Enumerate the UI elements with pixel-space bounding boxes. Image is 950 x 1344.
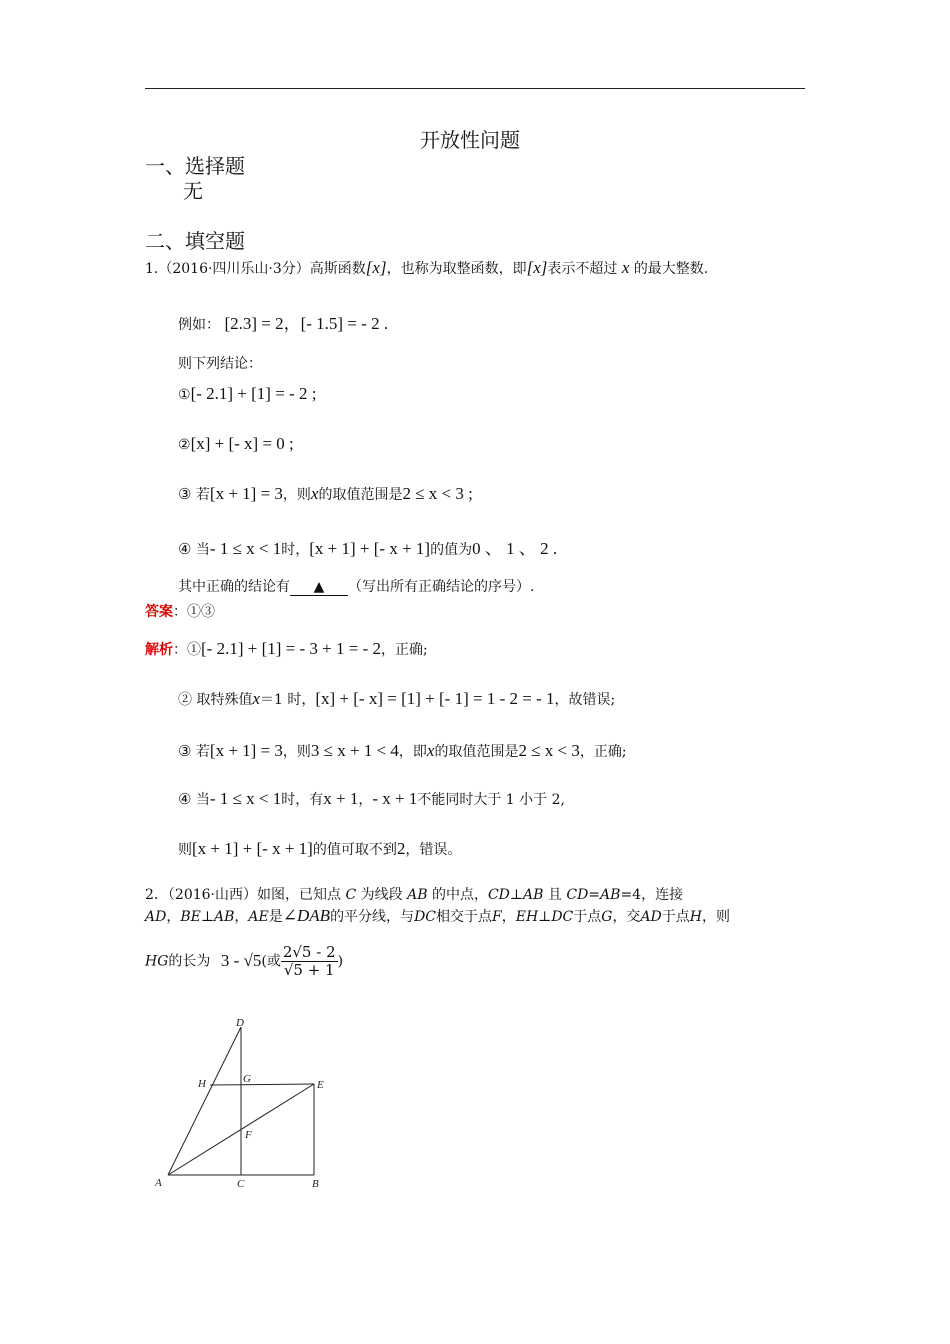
q1-example xyxy=(178,309,388,334)
q1-intro-sym1: [x] xyxy=(365,258,387,277)
a3-text-d: 的取值范围是 xyxy=(434,744,519,760)
q2-line2-l: 于点 xyxy=(661,909,690,925)
section-1-heading: 一、选择题 xyxy=(145,154,245,178)
geometry-figure xyxy=(150,1010,340,1195)
q2-line2-i: ， xyxy=(501,909,516,925)
a5-text-b: 的值可取不到 xyxy=(312,842,397,858)
a4-sep: ， xyxy=(358,792,373,808)
q1-c3-x: x xyxy=(310,484,319,503)
q1-c3-mark: ③ xyxy=(178,485,192,503)
q1-analysis-3 xyxy=(178,741,627,761)
q1-intro-x: x xyxy=(621,258,630,277)
q1-example-label: 例如： xyxy=(178,317,220,333)
q2-cond2: CD=AB xyxy=(566,887,621,903)
a3-math-a: [x + 1] = 3 xyxy=(209,741,283,760)
q2-f: F xyxy=(492,909,502,925)
q1-c3-math-a: [x + 1] = 3 xyxy=(209,484,283,503)
q1-c4-math-c: 0 、 1 、 2 . xyxy=(472,539,558,558)
q2-line3-b: 的长为 xyxy=(168,953,211,970)
q1-intro-b: ，也称为取整函数，即 xyxy=(386,261,527,277)
answer-label: 答案 xyxy=(145,604,173,620)
q1-c4-text-b: 时， xyxy=(281,542,310,558)
q2-point-c: C xyxy=(345,887,357,903)
q2-ad2: AD xyxy=(640,909,662,925)
a3-mark: ③ xyxy=(178,742,192,760)
label-b: B xyxy=(312,1178,319,1190)
q2-line2-f: 是 xyxy=(268,909,283,925)
a2-text-b: ＝1 时， xyxy=(260,692,316,708)
a3-text-b: ，则 xyxy=(282,744,311,760)
q2-line-1 xyxy=(145,884,683,904)
answer-text: ：①③ xyxy=(173,604,215,620)
q1-intro-sym2: [x] xyxy=(526,258,548,277)
q1-c1-math: [- 2.1] + [1] = - 2 ; xyxy=(190,384,317,403)
header-rule xyxy=(145,88,805,89)
q1-prompt xyxy=(178,576,534,596)
q1-c3 xyxy=(178,484,473,504)
a5-text-c: ，错误。 xyxy=(405,842,462,858)
a4-mark: ④ xyxy=(178,790,192,808)
a3-text-c: ，即 xyxy=(398,744,427,760)
q1-prompt-a: 其中正确的结论有 xyxy=(178,579,290,595)
q1-intro xyxy=(145,258,708,278)
q1-intro-d: 的最大整数. xyxy=(633,261,709,277)
q2-ans-fraction xyxy=(281,944,338,979)
q1-c2 xyxy=(178,434,294,454)
a4-text-c: 不能同时大于 1 小于 2, xyxy=(417,792,565,808)
q2-line1-b: 为线段 xyxy=(360,887,403,903)
label-a: A xyxy=(155,1177,162,1189)
q1-c2-mark: ② xyxy=(178,437,191,453)
q2-cond: CD⊥AB xyxy=(487,887,544,903)
a4-math-b: x + 1 xyxy=(323,789,359,808)
q2-ae: AE xyxy=(248,909,269,925)
q1-c3-text-b: ，则 xyxy=(282,487,311,503)
q2-angle: ∠DAB xyxy=(282,906,331,925)
a2-x: x xyxy=(252,689,260,708)
q1-c3-math-b: 2 ≤ x < 3 ; xyxy=(402,484,473,503)
q1-c1-mark: ① xyxy=(178,387,191,403)
label-e: E xyxy=(317,1079,324,1091)
q1-answer xyxy=(145,601,215,621)
q1-c4-mark: ④ xyxy=(178,540,192,558)
a1-mark: ：① xyxy=(173,642,201,658)
a1-text: ，正确; xyxy=(380,642,428,658)
q1-c1 xyxy=(178,384,316,404)
q2-hg: HG xyxy=(145,953,169,970)
segment-eh xyxy=(210,1084,314,1085)
label-g: G xyxy=(243,1073,251,1085)
q1-c4-math-b: [x + 1] + [- x + 1] xyxy=(309,539,431,558)
q2-line2-m: ，则 xyxy=(702,909,730,925)
q2-g: G xyxy=(601,909,613,925)
q2-h: H xyxy=(689,909,702,925)
q1-analysis-2 xyxy=(178,689,615,709)
a2-math: [x] + [- x] = [1] + [- 1] = 1 - 2 = - 1 xyxy=(315,689,555,708)
q2-ans-den: √5 + 1 xyxy=(283,961,335,979)
section-1-content: 无 xyxy=(183,179,203,203)
q1-analysis-5 xyxy=(178,839,461,859)
a4-text-a: 当 xyxy=(195,792,210,808)
q2-dc: DC xyxy=(414,909,436,925)
q1-c4-text-c: 的值为 xyxy=(430,542,473,558)
q2-ans-num: 2√5 - 2 xyxy=(282,943,336,961)
label-f: F xyxy=(245,1129,252,1141)
q2-line1-c: 的中点， xyxy=(431,887,488,903)
analysis-label: 解析 xyxy=(145,642,173,658)
label-c: C xyxy=(237,1178,245,1190)
a4-math-a: - 1 ≤ x < 1 xyxy=(209,789,282,808)
q2-line2-d: ， xyxy=(234,909,249,925)
a3-math-b: 3 ≤ x + 1 < 4 xyxy=(310,741,399,760)
q2-ab: AB xyxy=(407,887,428,903)
a3-text-e: ，正确; xyxy=(579,744,627,760)
a5-math-a: [x + 1] + [- x + 1] xyxy=(192,839,313,858)
q2-line1-e: =4，连接 xyxy=(620,887,684,903)
q2-ans-a: 3 - √5 xyxy=(220,950,262,970)
q2-be: BE⊥AB xyxy=(180,909,235,925)
a4-math-c: - x + 1 xyxy=(372,789,418,808)
q2-line2-h: 相交于点 xyxy=(436,909,492,925)
a3-math-c: 2 ≤ x < 3 xyxy=(518,741,580,760)
section-2-heading: 二、填空题 xyxy=(145,229,245,253)
q2-eh: EH⊥DC xyxy=(515,909,574,925)
page-title: 开放性问题 xyxy=(420,128,520,152)
q2-number: 2． xyxy=(145,887,168,903)
a3-text-a: 若 xyxy=(195,744,210,760)
q2-line-2 xyxy=(145,906,730,926)
q1-c4-text-a: 当 xyxy=(195,542,210,558)
a4-text-b: 时，有 xyxy=(281,792,324,808)
q1-analysis-4 xyxy=(178,789,565,809)
q1-c3-text-c: 的取值范围是 xyxy=(318,487,403,503)
q1-intro-a: 1.（2016·四川乐山·3分）高斯函数 xyxy=(145,261,366,277)
q1-prompt-b: （写出所有正确结论的序号）. xyxy=(348,579,535,595)
q2-line2-k: ，交 xyxy=(612,909,641,925)
label-h: H xyxy=(198,1078,206,1090)
label-d: D xyxy=(236,1017,244,1029)
q2-ans-b: (或 xyxy=(261,953,281,970)
q1-conclusions-label: 则下列结论： xyxy=(178,356,262,372)
q2-line-3 xyxy=(145,944,343,979)
q2-ad: AD xyxy=(145,909,167,925)
q1-example-math: [2.3] = 2，[- 1.5] = - 2 . xyxy=(224,314,389,333)
q1-analysis-1 xyxy=(145,639,428,659)
q1-answer-blank: ▲ xyxy=(290,579,348,596)
q1-c3-text-a: 若 xyxy=(195,487,210,503)
q1-c2-math: [x] + [- x] = 0 ; xyxy=(190,434,294,453)
q2-line2-b: ， xyxy=(166,909,181,925)
q2-line1-a: （2016·山西）如图，已知点 xyxy=(167,887,342,903)
a3-x: x xyxy=(426,741,435,760)
q1-c4-math-a: - 1 ≤ x < 1 xyxy=(209,539,282,558)
a2-text-a: ② 取特殊值 xyxy=(178,692,253,708)
q2-ans-c: ) xyxy=(337,953,344,970)
q2-line1-d: 且 xyxy=(547,887,562,903)
q1-intro-c: 表示不超过 xyxy=(547,261,618,277)
q2-line2-j: 于点 xyxy=(573,909,602,925)
q1-c4 xyxy=(178,534,557,559)
a5-math-b: 2 xyxy=(396,839,406,858)
a1-math: [- 2.1] + [1] = - 3 + 1 = - 2 xyxy=(201,639,381,658)
q2-line2-g: 的平分线，与 xyxy=(330,909,415,925)
a5-text-a: 则 xyxy=(178,842,192,858)
a2-text-c: ，故错误; xyxy=(554,692,616,708)
